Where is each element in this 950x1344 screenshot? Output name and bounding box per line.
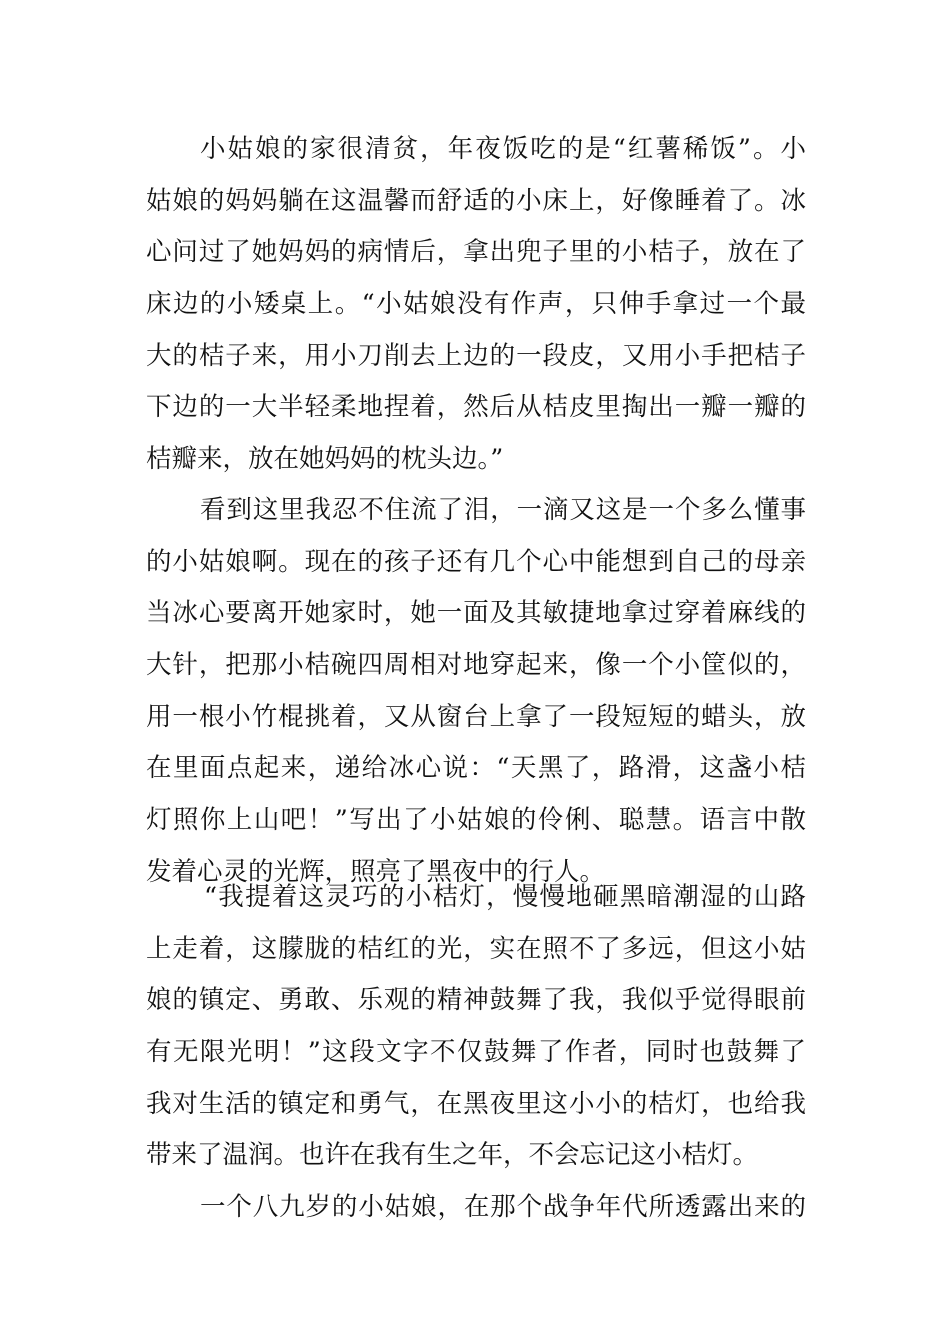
paragraph-line: 桔瓣来，放在她妈妈的枕头边。” xyxy=(146,444,504,475)
paragraph-line: 灯照你上山吧！”写出了小姑娘的伶俐、聪慧。语言中散 xyxy=(146,805,806,836)
paragraph-2 xyxy=(146,485,806,899)
paragraph-line: 姑娘的妈妈躺在这温馨而舒适的小床上，好像睡着了。冰 xyxy=(146,185,806,216)
paragraph-line: 一个八九岁的小姑娘，在那个战争年代所透露出来的 xyxy=(200,1192,806,1222)
paragraph-line: 发着心灵的光辉，照亮了黑夜中的行人。 xyxy=(146,856,606,887)
paragraph-line: 用一根小竹棍挑着，又从窗台上拿了一段短短的蜡头，放 xyxy=(146,701,806,732)
paragraph-line: 当冰心要离开她家时，她一面及其敏捷地拿过穿着麻线的 xyxy=(146,598,806,629)
paragraph-line: 心问过了她妈妈的病情后，拿出兜子里的小桔子，放在了 xyxy=(146,237,806,268)
paragraph-line: 娘的镇定、勇敢、乐观的精神鼓舞了我，我似乎觉得眼前 xyxy=(146,985,806,1016)
paragraph-1 xyxy=(146,124,806,486)
paragraph-line: 床边的小矮桌上。“小姑娘没有作声，只伸手拿过一个最 xyxy=(146,289,806,320)
paragraph-line: 上走着，这朦胧的桔红的光，实在照不了多远，但这小姑 xyxy=(146,933,806,964)
paragraph-line: 下边的一大半轻柔地捏着，然后从桔皮里掏出一瓣一瓣的 xyxy=(146,392,806,423)
paragraph-3 xyxy=(146,872,806,1182)
paragraph-line: 的小姑娘啊。现在的孩子还有几个心中能想到自己的母亲 xyxy=(146,546,806,577)
paragraph-line: 在里面点起来，递给冰心说：“天黑了，路滑，这盏小桔 xyxy=(146,753,806,784)
paragraph-line: 大针，把那小桔碗四周相对地穿起来，像一个小筐似的， xyxy=(146,650,806,681)
paragraph-line: 看到这里我忍不住流了泪，一滴又这是一个多么懂事 xyxy=(200,495,806,525)
paragraph-line: 大的桔子来，用小刀削去上边的一段皮，又用小手把桔子 xyxy=(146,340,806,371)
paragraph-line: 带来了温润。也许在我有生之年，不会忘记这小桔灯。 xyxy=(146,1140,759,1171)
paragraph-line: “我提着这灵巧的小桔灯，慢慢地砸黑暗潮湿的山路 xyxy=(204,882,806,912)
paragraph-4 xyxy=(146,1182,806,1234)
paragraph-line: 小姑娘的家很清贫，年夜饭吃的是“红薯稀饭”。小 xyxy=(200,134,806,164)
paragraph-line: 有无限光明！”这段文字不仅鼓舞了作者，同时也鼓舞了 xyxy=(146,1037,806,1068)
paragraph-line: 我对生活的镇定和勇气，在黑夜里这小小的桔灯，也给我 xyxy=(146,1088,806,1119)
